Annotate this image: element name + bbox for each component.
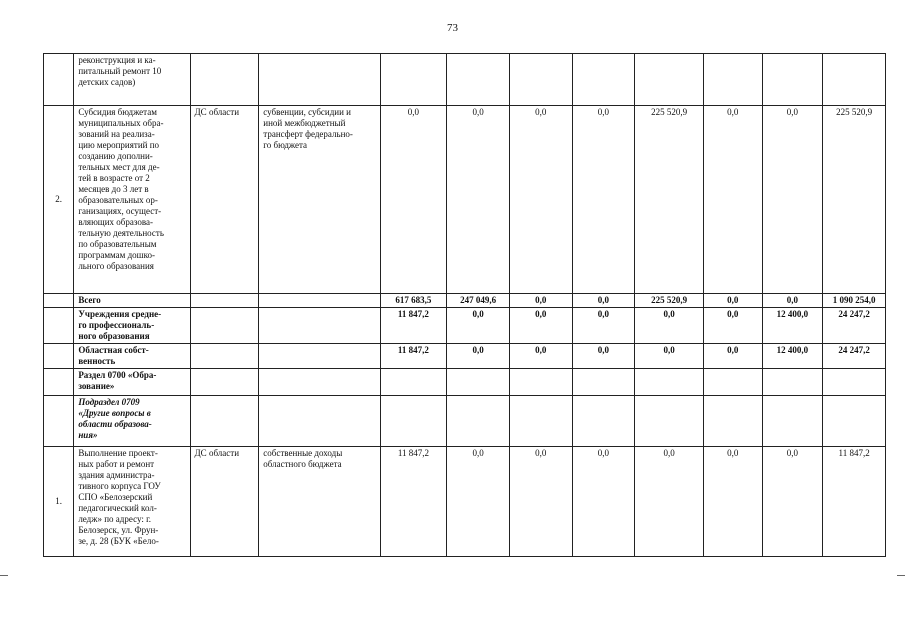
table-row	[44, 344, 886, 369]
cell-type: собственные доходы областного бюджета	[259, 447, 380, 557]
cell-v5	[635, 369, 704, 396]
cell-v6: 0,0	[703, 344, 762, 369]
cell-v3: 0,0	[509, 344, 572, 369]
cell-v5: 225 520,9	[635, 106, 704, 294]
cell-idx	[44, 396, 74, 447]
cell-idx	[44, 344, 74, 369]
cell-v4	[572, 369, 635, 396]
cell-v3: 0,0	[509, 308, 572, 344]
cell-v4: 0,0	[572, 294, 635, 308]
cell-v7: 0,0	[762, 294, 823, 308]
cell-v1: 11 847,2	[380, 308, 447, 344]
cell-v7	[762, 369, 823, 396]
cell-v6	[703, 369, 762, 396]
cell-v8	[823, 54, 886, 106]
cell-v1	[380, 369, 447, 396]
cell-source: ДС области	[190, 447, 259, 557]
cell-v8	[823, 369, 886, 396]
cell-v7	[762, 54, 823, 106]
cell-v2	[447, 396, 510, 447]
cell-type	[259, 369, 380, 396]
cell-v5	[635, 54, 704, 106]
cell-v1: 0,0	[380, 106, 447, 294]
cell-source: ДС области	[190, 106, 259, 294]
right-crop-mark	[897, 575, 905, 576]
cell-v5: 0,0	[635, 344, 704, 369]
table-row	[44, 396, 886, 447]
cell-v3	[509, 396, 572, 447]
cell-source	[190, 396, 259, 447]
cell-v4: 0,0	[572, 447, 635, 557]
cell-v3	[509, 54, 572, 106]
table-row	[44, 447, 886, 557]
cell-v1: 11 847,2	[380, 447, 447, 557]
cell-v5	[635, 396, 704, 447]
cell-v6: 0,0	[703, 106, 762, 294]
cell-v5: 0,0	[635, 447, 704, 557]
cell-v6	[703, 396, 762, 447]
cell-name: Раздел 0700 «Обра- зование»	[74, 369, 190, 396]
cell-source	[190, 344, 259, 369]
cell-v1	[380, 54, 447, 106]
cell-v7: 0,0	[762, 447, 823, 557]
cell-v3	[509, 369, 572, 396]
cell-v2: 0,0	[447, 344, 510, 369]
cell-type: субвенции, субсидии и иной межбюджетный трансферт федерально- го бюджета	[259, 106, 380, 294]
cell-v8: 24 247,2	[823, 308, 886, 344]
table-body	[44, 54, 886, 557]
cell-v8: 1 090 254,0	[823, 294, 886, 308]
cell-type	[259, 396, 380, 447]
cell-name: Областная собст- венность	[74, 344, 190, 369]
table-row	[44, 54, 886, 106]
cell-name: Учреждения средне- го профессиональ- ного образования	[74, 308, 190, 344]
cell-v7: 0,0	[762, 106, 823, 294]
cell-idx: 1.	[44, 447, 74, 557]
cell-v4: 0,0	[572, 308, 635, 344]
cell-v8	[823, 396, 886, 447]
cell-v4: 0,0	[572, 344, 635, 369]
table-row	[44, 106, 886, 294]
cell-v5: 225 520,9	[635, 294, 704, 308]
budget-table	[43, 53, 886, 557]
cell-v1	[380, 396, 447, 447]
cell-type	[259, 294, 380, 308]
left-crop-mark	[0, 575, 8, 576]
table-row	[44, 369, 886, 396]
cell-v1: 11 847,2	[380, 344, 447, 369]
cell-v2	[447, 54, 510, 106]
cell-v2: 0,0	[447, 106, 510, 294]
cell-source	[190, 294, 259, 308]
cell-v7	[762, 396, 823, 447]
cell-type	[259, 344, 380, 369]
cell-v8: 24 247,2	[823, 344, 886, 369]
cell-idx	[44, 308, 74, 344]
cell-type	[259, 308, 380, 344]
cell-v3: 0,0	[509, 106, 572, 294]
cell-idx	[44, 54, 74, 106]
cell-v6: 0,0	[703, 447, 762, 557]
cell-v8: 225 520,9	[823, 106, 886, 294]
cell-v5: 0,0	[635, 308, 704, 344]
cell-v1: 617 683,5	[380, 294, 447, 308]
cell-v2: 0,0	[447, 447, 510, 557]
cell-v6: 0,0	[703, 308, 762, 344]
table-row	[44, 308, 886, 344]
cell-v6	[703, 54, 762, 106]
table-row	[44, 294, 886, 308]
cell-v7: 12 400,0	[762, 344, 823, 369]
cell-name: Выполнение проект- ных работ и ремонт здания администра- тивного корпуса ГОУ СПО «Белозерский педагогический кол- ледж» по адресу: г. Белозерск, ул. Фрун- зе, д. 28 (БУК «Бело-	[74, 447, 190, 557]
cell-v8: 11 847,2	[823, 447, 886, 557]
cell-v2	[447, 369, 510, 396]
cell-source	[190, 369, 259, 396]
cell-v4	[572, 396, 635, 447]
cell-v2: 247 049,6	[447, 294, 510, 308]
cell-v7: 12 400,0	[762, 308, 823, 344]
cell-v3: 0,0	[509, 294, 572, 308]
cell-source	[190, 308, 259, 344]
cell-name: Подраздел 0709 «Другие вопросы в области образова- ния»	[74, 396, 190, 447]
cell-v4: 0,0	[572, 106, 635, 294]
cell-type	[259, 54, 380, 106]
cell-idx	[44, 294, 74, 308]
cell-v4	[572, 54, 635, 106]
cell-v2: 0,0	[447, 308, 510, 344]
cell-source	[190, 54, 259, 106]
cell-name: Субсидия бюджетам муниципальных обра- зований на реализа- цию мероприятий по созданию дополни- тельных мест для де- тей в возрасте от 2 месяцев до 3 лет в образовательных ор- ганизациях, осущест- вляющих образова- тельную деятельность по образовательным программам дошко- льного образования	[74, 106, 190, 294]
cell-idx	[44, 369, 74, 396]
page-number: 73	[447, 22, 458, 34]
cell-v6: 0,0	[703, 294, 762, 308]
cell-name: реконструкция и ка- питальный ремонт 10 детских садов)	[74, 54, 190, 106]
cell-idx: 2.	[44, 106, 74, 294]
cell-v3: 0,0	[509, 447, 572, 557]
cell-name: Всего	[74, 294, 190, 308]
